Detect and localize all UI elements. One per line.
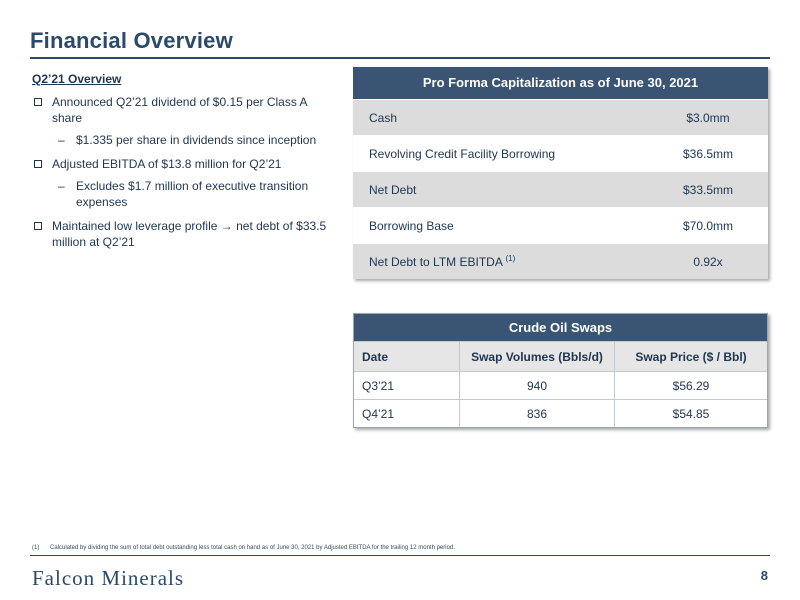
table-header-row (354, 341, 767, 371)
column-header-date: Date (362, 349, 389, 364)
overview-bullet (32, 94, 332, 126)
overview-subbullet (58, 132, 332, 148)
swaps-table-title: Crude Oil Swaps (354, 314, 767, 341)
overview-subbullet (58, 178, 332, 210)
overview-bullet (32, 156, 332, 172)
table-row (353, 243, 768, 279)
row-label: Revolving Credit Facility Borrowing (369, 146, 556, 161)
row-label (353, 254, 648, 269)
page-title: Financial Overview (30, 28, 233, 53)
row-value: $33.5mm (682, 182, 734, 197)
row-label: Borrowing Base (369, 218, 454, 233)
table-row (353, 171, 768, 207)
table-row (353, 99, 768, 135)
cell-date: Q4’21 (362, 406, 395, 421)
cell-price: $56.29 (614, 372, 767, 399)
cell-volume: 836 (459, 400, 614, 427)
title-divider (30, 57, 770, 59)
capitalization-table-title: Pro Forma Capitalization as of June 30, 2021 (353, 67, 768, 99)
checkbox-bullet-icon (34, 98, 42, 106)
column-header-price: Swap Price ($ / Bbl) (614, 342, 767, 371)
row-value: 0.92x (693, 254, 723, 269)
row-label: Net Debt (369, 182, 417, 197)
checkbox-bullet-icon (34, 222, 42, 230)
bullet-text: Maintained low leverage profile → net debt of $33.5 million at Q2’21 (52, 219, 327, 249)
footnote-marker: (1) (505, 254, 516, 263)
table-row (354, 399, 767, 427)
page-number: 8 (760, 568, 768, 583)
cell-volume: 940 (459, 372, 614, 399)
footer-divider (30, 555, 770, 556)
row-label: Cash (369, 110, 398, 125)
bullet-text: Announced Q2’21 dividend of $0.15 per Class A share (52, 95, 307, 125)
cell-price: $54.85 (614, 400, 767, 427)
footnote-text: Calculated by dividing the sum of total debt outstanding less total cash on hand as of June 30, 2021 by Adjusted EBITDA for the trailing 12 month period. (50, 545, 455, 551)
table-row (353, 207, 768, 243)
subbullet-text: $1.335 per share in dividends since inception (76, 133, 317, 147)
subbullet-text: Excludes $1.7 million of executive transition expenses (76, 179, 309, 209)
crude-oil-swaps-table (353, 313, 768, 428)
table-row (353, 135, 768, 171)
table-row (354, 371, 767, 399)
checkbox-bullet-icon (34, 160, 42, 168)
overview-bullet (32, 218, 332, 250)
row-label-text: Net Debt to LTM EBITDA (369, 255, 503, 269)
dash-icon: – (58, 133, 65, 147)
overview-section (32, 72, 332, 258)
footnote (32, 545, 455, 551)
capitalization-table (353, 67, 768, 279)
footnote-number: (1) (32, 545, 40, 551)
column-header-volumes: Swap Volumes (Bbls/d) (459, 342, 614, 371)
row-value: $3.0mm (686, 110, 730, 125)
dash-icon: – (58, 179, 65, 193)
overview-heading: Q2’21 Overview (32, 72, 122, 86)
row-value: $36.5mm (682, 146, 734, 161)
row-value: $70.0mm (682, 218, 734, 233)
bullet-text: Adjusted EBITDA of $13.8 million for Q2’21 (52, 157, 282, 171)
cell-date: Q3’21 (362, 378, 395, 393)
company-logo (32, 566, 184, 591)
logo-text: Falcon Minerals (32, 566, 185, 590)
